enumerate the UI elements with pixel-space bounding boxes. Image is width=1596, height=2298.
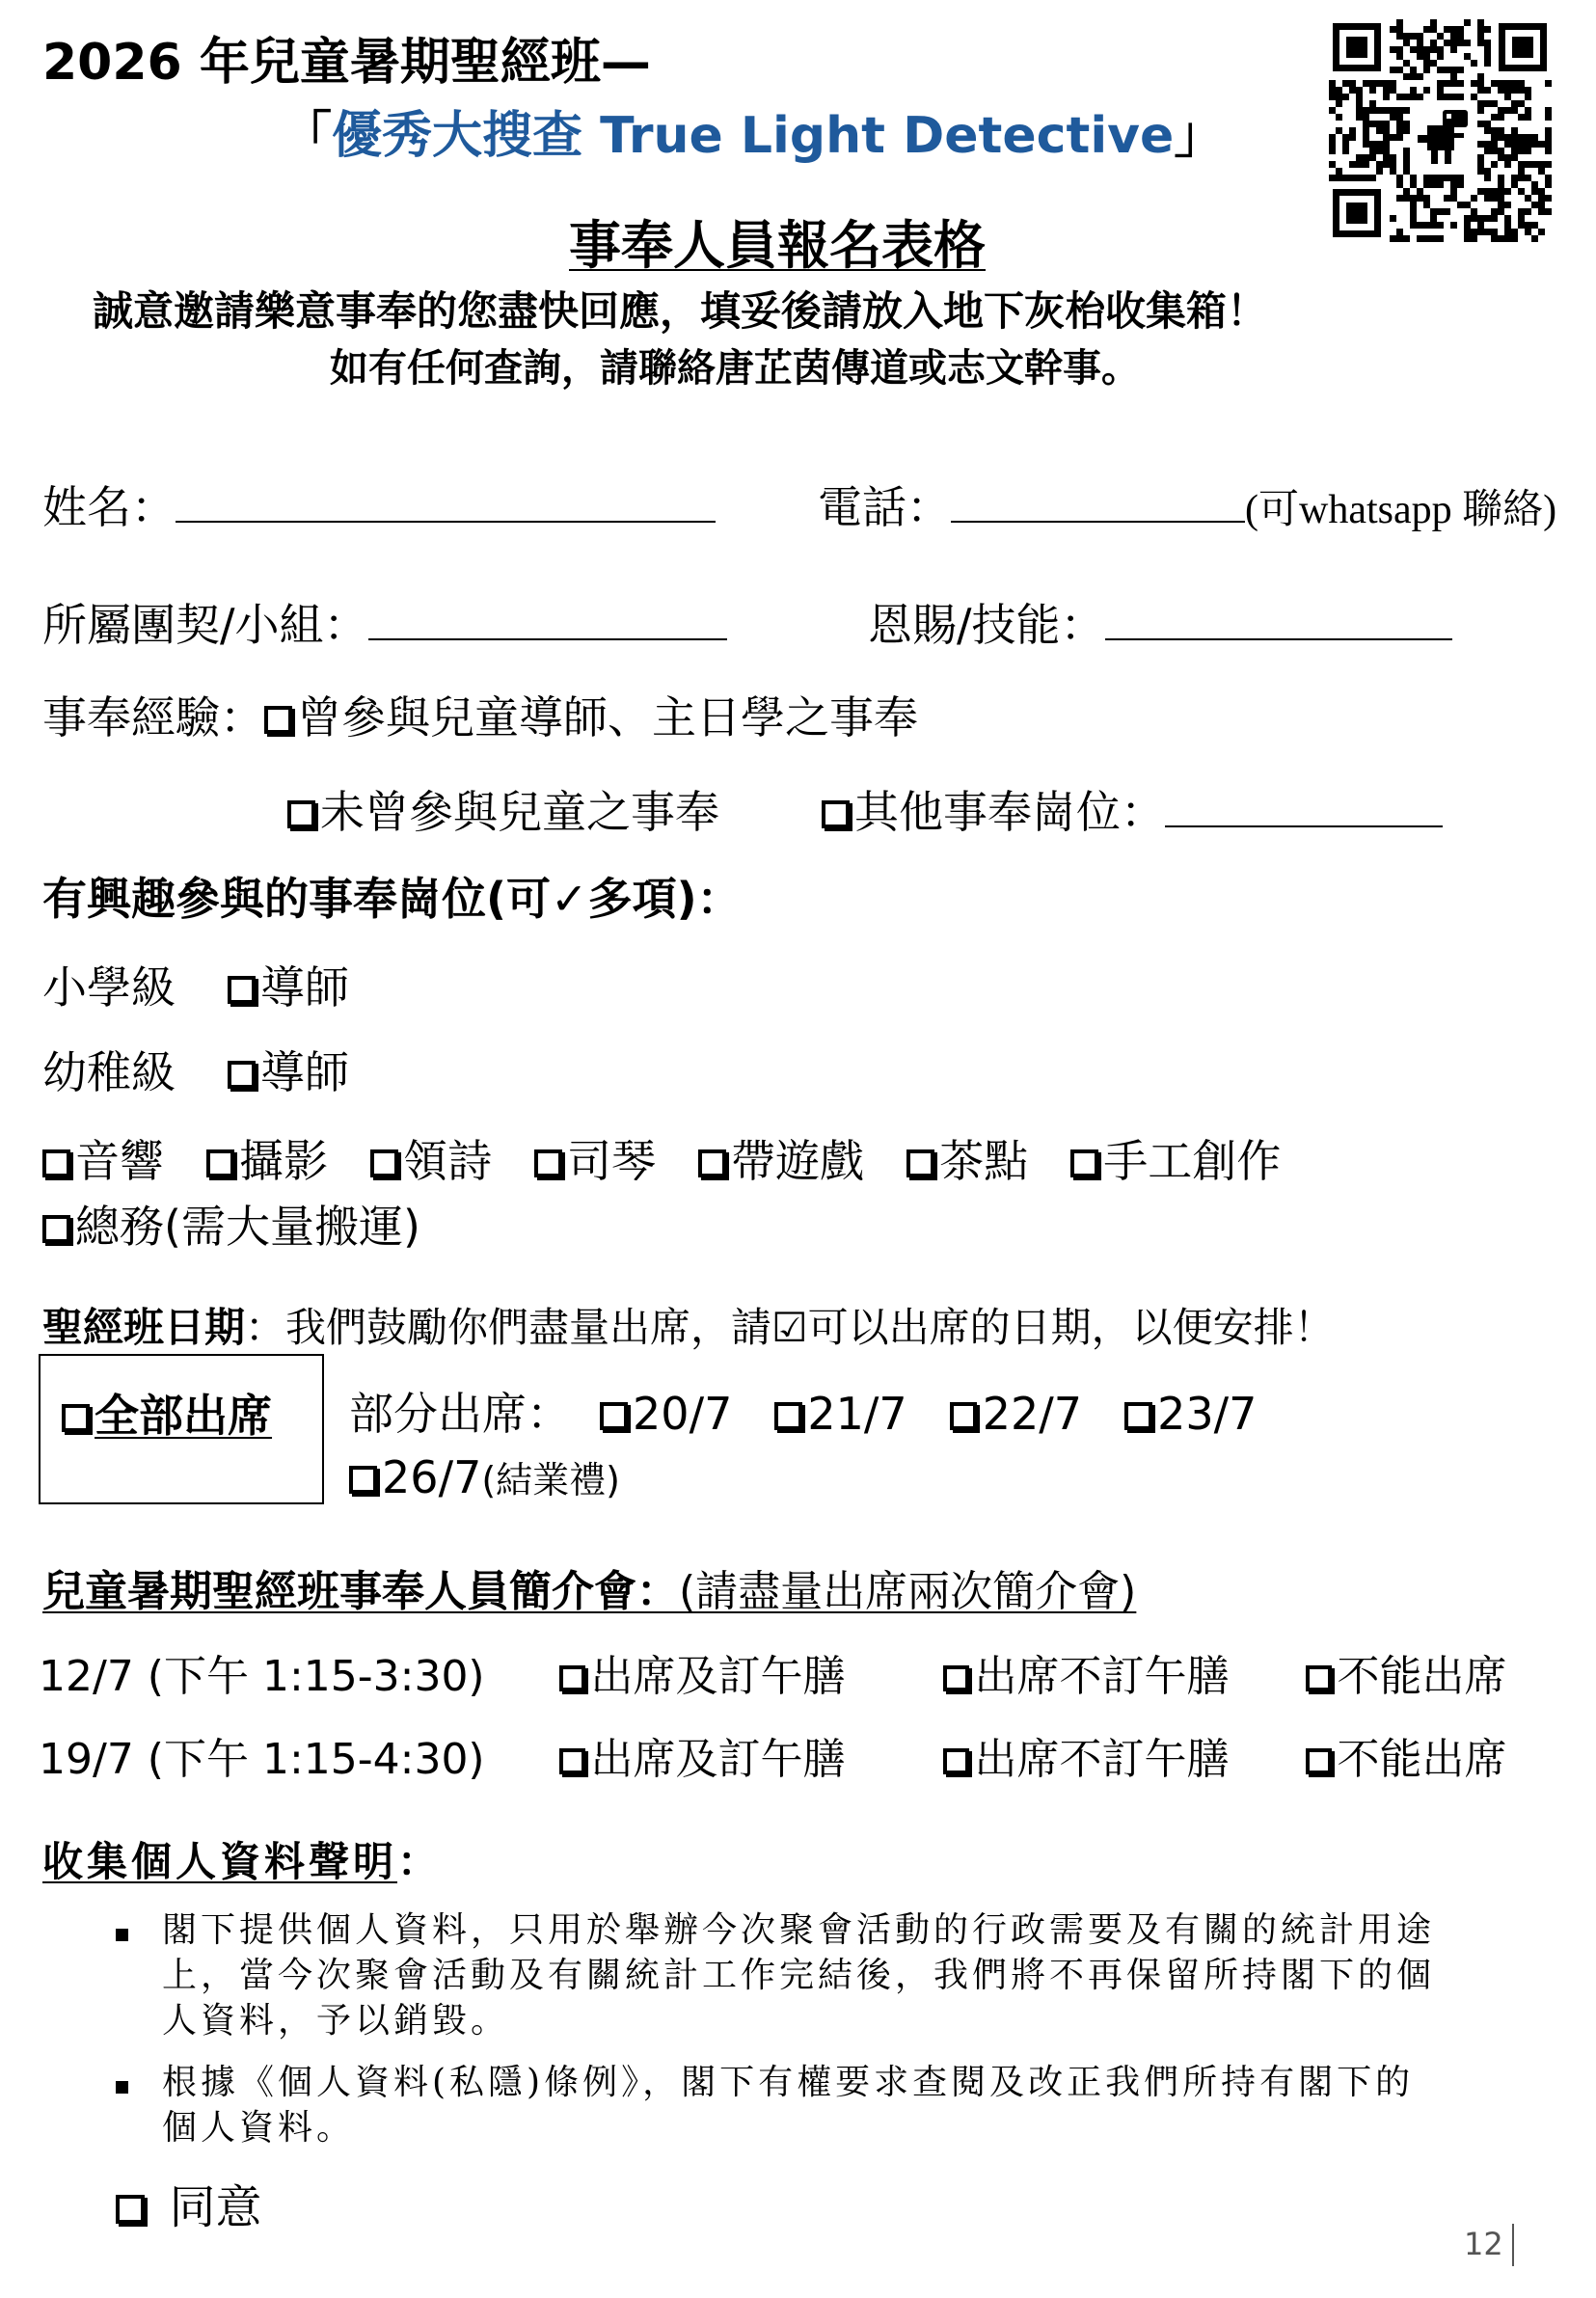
name-blank[interactable] bbox=[176, 476, 716, 523]
primary-row bbox=[42, 953, 349, 1016]
all-attend-label: 全部出席 bbox=[95, 1390, 273, 1442]
privacy-b1-line3: 人資料，予以銷毀。 bbox=[162, 2001, 510, 2041]
experience-row-2 bbox=[287, 777, 719, 841]
enquiry-text: 如有任何查詢，請聯絡唐芷茵傳道或志文幹事。 bbox=[330, 346, 1140, 391]
role-sound[interactable] bbox=[42, 1135, 164, 1187]
session-2-date: 19/7 (下午 1:15-4:30) bbox=[39, 1735, 485, 1784]
session-2-opt-1[interactable] bbox=[559, 1724, 943, 1786]
closing-ceremony-note: (結業禮) bbox=[481, 1459, 620, 1501]
gift-blank[interactable] bbox=[1105, 594, 1452, 640]
checkbox-experienced[interactable] bbox=[264, 706, 292, 734]
privacy-b1-line2: 上，當今次聚會活動及有關統計工作完結後，我們將不再保留所持閣下的個 bbox=[162, 1956, 1436, 1995]
role-piano[interactable] bbox=[534, 1135, 656, 1187]
experience-option-1: 曾參與兒童導師、主日學之事奉 bbox=[297, 691, 919, 743]
primary-tutor-label: 導師 bbox=[260, 961, 350, 1014]
group-field[interactable] bbox=[42, 590, 727, 654]
phone-blank[interactable] bbox=[951, 476, 1245, 523]
checkbox-general[interactable] bbox=[42, 1215, 70, 1243]
date-option-5[interactable] bbox=[349, 1450, 620, 1503]
checkbox-s2-attend-lunch[interactable] bbox=[559, 1748, 585, 1774]
checkbox-games[interactable] bbox=[698, 1149, 726, 1177]
privacy-bullet-1 bbox=[162, 1907, 1435, 2043]
checkbox-date-2[interactable] bbox=[774, 1402, 802, 1430]
experience-option-3: 其他事奉崗位： bbox=[854, 786, 1166, 838]
role-general[interactable] bbox=[42, 1192, 420, 1256]
role-sound-label: 音響 bbox=[75, 1135, 165, 1187]
privacy-b1-line1: 閣下提供個人資料，只用於舉辦今次聚會活動的行政需要及有關的統計用途 bbox=[162, 1910, 1436, 1950]
s1-attend-lunch-label: 出席及訂午膳 bbox=[590, 1652, 846, 1701]
title-bracket-open: 「 bbox=[282, 107, 333, 165]
checkbox-agree[interactable] bbox=[116, 2195, 145, 2224]
form-title: 事奉人員報名表格 bbox=[569, 215, 986, 276]
session-2-opt-2[interactable] bbox=[943, 1724, 1306, 1786]
experience-label: 事奉經驗： bbox=[42, 691, 264, 743]
invite-text: 誠意邀請樂意事奉的您盡快回應，填妥後請放入地下灰枱收集箱！ bbox=[93, 287, 1268, 335]
role-worship[interactable] bbox=[370, 1135, 492, 1187]
checkbox-not-experienced[interactable] bbox=[287, 800, 315, 828]
dates-row bbox=[42, 1296, 1335, 1354]
experience-option-2: 未曾參與兒童之事奉 bbox=[320, 786, 720, 838]
checkbox-s1-absent[interactable] bbox=[1306, 1665, 1332, 1691]
role-photo-label: 攝影 bbox=[239, 1135, 329, 1187]
privacy-b2-line2: 個人資料。 bbox=[162, 2108, 356, 2148]
privacy-colon: ： bbox=[397, 1838, 443, 1885]
checkbox-kinder-tutor[interactable] bbox=[228, 1061, 256, 1089]
group-blank[interactable] bbox=[368, 594, 727, 640]
date-label-1: 20/7 bbox=[633, 1388, 733, 1440]
qr-code-dino-icon bbox=[1327, 17, 1553, 243]
s1-attend-no-lunch-label: 出席不訂午膳 bbox=[974, 1652, 1230, 1701]
date-label-3: 22/7 bbox=[982, 1388, 1083, 1440]
date-option-4[interactable] bbox=[1124, 1388, 1257, 1440]
role-crafts-label: 手工創作 bbox=[1103, 1135, 1282, 1187]
partial-label: 部分出席： bbox=[349, 1388, 571, 1440]
privacy-bullet-2 bbox=[162, 2060, 1414, 2150]
title-line-1: 2026 年兒童暑期聖經班— bbox=[42, 34, 651, 92]
checkbox-piano[interactable] bbox=[534, 1149, 562, 1177]
checkbox-date-4[interactable] bbox=[1124, 1402, 1152, 1430]
role-worship-label: 領詩 bbox=[403, 1135, 493, 1187]
privacy-heading: 收集個人資料聲明 bbox=[42, 1838, 398, 1885]
role-photo[interactable] bbox=[206, 1135, 328, 1187]
name-field[interactable] bbox=[42, 473, 716, 536]
roles-row bbox=[42, 1126, 1281, 1190]
checkbox-other-role[interactable] bbox=[822, 800, 850, 828]
page-number-divider bbox=[1512, 2224, 1514, 2266]
checkbox-s2-attend-no-lunch[interactable] bbox=[943, 1748, 969, 1774]
group-label: 所屬團契/小組： bbox=[42, 599, 368, 651]
session-1-date: 12/7 (下午 1:15-3:30) bbox=[39, 1652, 485, 1701]
role-general-label: 總務(需大量搬運) bbox=[75, 1201, 420, 1253]
briefing-session-1 bbox=[39, 1641, 1507, 1703]
date-option-2[interactable] bbox=[774, 1388, 906, 1440]
checkbox-photo[interactable] bbox=[206, 1149, 234, 1177]
s2-attend-lunch-label: 出席及訂午膳 bbox=[590, 1735, 846, 1784]
checkbox-primary-tutor[interactable] bbox=[228, 976, 256, 1004]
checkbox-date-3[interactable] bbox=[950, 1402, 978, 1430]
checkbox-sound[interactable] bbox=[42, 1149, 70, 1177]
checkbox-s2-absent[interactable] bbox=[1306, 1748, 1332, 1774]
gift-label: 恩賜/技能： bbox=[868, 599, 1105, 651]
all-attend-box bbox=[39, 1354, 324, 1504]
s1-absent-label: 不能出席 bbox=[1337, 1652, 1507, 1701]
session-1-opt-1[interactable] bbox=[559, 1641, 943, 1703]
checkbox-snacks[interactable] bbox=[906, 1149, 934, 1177]
session-1-opt-3[interactable] bbox=[1306, 1652, 1507, 1701]
phone-note: (可whatsapp 聯絡) bbox=[1245, 488, 1557, 532]
bullet-icon bbox=[116, 1929, 128, 1941]
briefing-note: (請盡量出席兩次簡介會) bbox=[679, 1567, 1137, 1616]
checkbox-date-5[interactable] bbox=[349, 1466, 377, 1494]
date-label-4: 23/7 bbox=[1157, 1388, 1258, 1440]
title-bracket-close: 」 bbox=[1174, 107, 1225, 165]
checkbox-crafts[interactable] bbox=[1070, 1149, 1098, 1177]
briefing-heading-row bbox=[42, 1556, 1136, 1618]
date-label-2: 21/7 bbox=[807, 1388, 907, 1440]
program-name: 優秀大搜查 True Light Detective bbox=[332, 107, 1175, 165]
gift-field[interactable] bbox=[868, 590, 1452, 654]
checkbox-s1-attend-lunch[interactable] bbox=[559, 1665, 585, 1691]
kinder-tutor-label: 導師 bbox=[260, 1046, 350, 1098]
name-label: 姓名： bbox=[42, 481, 176, 533]
checkbox-s1-attend-no-lunch[interactable] bbox=[943, 1665, 969, 1691]
title-line-2 bbox=[282, 95, 1224, 167]
briefing-heading: 兒童暑期聖經班事奉人員簡介會： bbox=[42, 1567, 679, 1616]
session-2-opt-3[interactable] bbox=[1306, 1735, 1507, 1784]
dates-note: ：我們鼓勵你們盡量出席，請☑可以出席的日期，以便安排！ bbox=[245, 1304, 1335, 1351]
privacy-b2-line1: 根據《個人資料(私隱)條例》，閣下有權要求查閱及改正我們所持有閣下的 bbox=[162, 2063, 1415, 2102]
other-role-blank[interactable] bbox=[1165, 781, 1443, 827]
partial-dates-row bbox=[349, 1379, 1257, 1443]
phone-field[interactable] bbox=[818, 473, 1556, 536]
agree-label: 同意 bbox=[169, 2180, 262, 2234]
checkbox-date-1[interactable] bbox=[600, 1402, 628, 1430]
dates-heading: 聖經班日期 bbox=[42, 1304, 246, 1351]
kinder-row bbox=[42, 1038, 349, 1101]
date-option-3[interactable] bbox=[950, 1388, 1082, 1440]
phone-label: 電話： bbox=[818, 481, 951, 533]
kinder-label: 幼稚級 bbox=[42, 1046, 176, 1098]
role-games[interactable] bbox=[698, 1135, 864, 1187]
date-option-1[interactable] bbox=[600, 1388, 732, 1440]
role-games-label: 帶遊戲 bbox=[731, 1135, 865, 1187]
checkbox-worship[interactable] bbox=[370, 1149, 398, 1177]
checkbox-all-attend[interactable] bbox=[62, 1404, 90, 1432]
experience-other bbox=[822, 777, 1443, 841]
interest-heading: 有興趣參與的事奉崗位(可✓多項)： bbox=[42, 873, 742, 925]
bullet-icon bbox=[116, 2081, 128, 2094]
agree-option[interactable] bbox=[116, 2170, 262, 2236]
s2-attend-no-lunch-label: 出席不訂午膳 bbox=[974, 1735, 1230, 1784]
page-number: 12 bbox=[1464, 2226, 1503, 2262]
role-piano-label: 司琴 bbox=[567, 1135, 657, 1187]
role-snacks[interactable] bbox=[906, 1135, 1028, 1187]
session-1-opt-2[interactable] bbox=[943, 1641, 1306, 1703]
all-attend[interactable] bbox=[62, 1381, 272, 1445]
date-label-5: 26/7 bbox=[382, 1451, 482, 1503]
primary-label: 小學級 bbox=[42, 961, 176, 1014]
role-crafts[interactable] bbox=[1070, 1135, 1281, 1187]
s2-absent-label: 不能出席 bbox=[1337, 1735, 1507, 1784]
role-snacks-label: 茶點 bbox=[939, 1135, 1029, 1187]
privacy-heading-row bbox=[42, 1830, 442, 1888]
briefing-session-2 bbox=[39, 1724, 1507, 1786]
experience-row bbox=[42, 683, 918, 746]
